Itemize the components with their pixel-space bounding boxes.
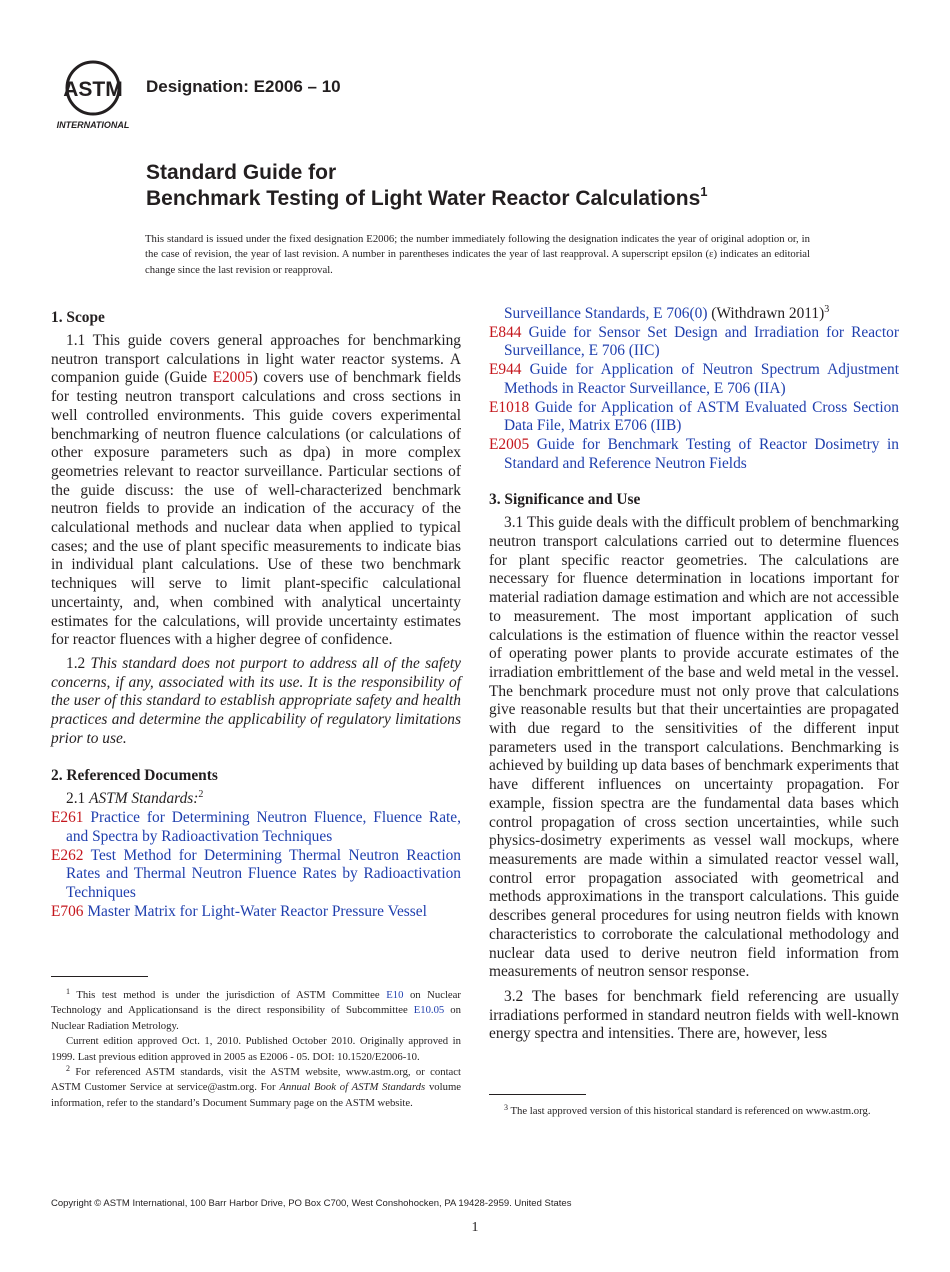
astm-logo: [50, 58, 136, 132]
ref-e706-footnote: 3: [824, 304, 830, 315]
ref-title-e706-cont[interactable]: Surveillance Standards, E 706(0): [504, 305, 708, 322]
ref-title-e262[interactable]: Test Method for Determining Thermal Neutron Reaction Rates and Thermal Neutron Fluence Rates by Radioactivation Techniques: [66, 846, 461, 901]
footnote-3: [489, 1104, 899, 1119]
ref-code-e944[interactable]: E944: [489, 361, 522, 379]
title-line-2-text: Benchmark Testing of Light Water Reactor Calculations: [146, 187, 701, 210]
ref-item-e2005: [489, 436, 899, 473]
footnote-1-mark: 1: [66, 987, 70, 996]
copyright-notice: Copyright © ASTM International, 100 Barr Harbor Drive, PO Box C700, West Conshohocken, PA 19428-2959. United States: [51, 1198, 572, 1209]
title-footnote-mark: 1: [700, 184, 708, 199]
title-line-1: Standard Guide for: [146, 161, 337, 184]
paragraph-3-2: 3.2 The bases for benchmark field referencing are usually irradiations performed in standard neutron fields with well-known energy spectra and intensities. There are, however, less: [489, 987, 899, 1043]
section-heading-scope: 1. Scope: [51, 309, 105, 326]
link-e10-05[interactable]: E10.05: [413, 1004, 445, 1017]
footnote-3-text: The last approved version of this historical standard is referenced on www.astm.org.: [508, 1105, 871, 1117]
left-column: [51, 308, 461, 921]
footnotes-right: [489, 1104, 899, 1119]
ref-title-e944[interactable]: Guide for Application of Neutron Spectrum Adjustment Methods in Reactor Surveillance, E 706 (IIA): [504, 361, 899, 397]
ref-title-e1018[interactable]: Guide for Application of ASTM Evaluated Cross Section Data File, Matrix E706 (IIB): [504, 398, 899, 435]
ref-code-e261[interactable]: E261: [51, 809, 84, 827]
ref-sub-italic: ASTM Standards:: [89, 790, 199, 808]
footnotes-left: [51, 988, 461, 1111]
p1-text-b: ) covers use of benchmark fields for testing neutron transport calculations and cross sections in well controlled environments. This guide covers experimental benchmarking of neutron fluence calculations (or calculations of other exposure parameters such as dpa) in more complex geometries relevant to reactor surveillance. Particular sections of the guide discuss: the use of well-characterized benchmark neutron fields to provide an indication of the accuracy of the calculational methods and nuclear data when applied to typical cases; and the use of plant specific measurements to indicate bias in individual plant calculations. Use of these two benchmark techniques will serve to limit plant-specific calculational uncertainty, and, when combined with analytical uncertainty estimates for the calculations, will provide uncertainty estimates for reactor fluences with a higher degree of confidence.: [51, 369, 461, 649]
ref-item-e1018: [489, 399, 899, 436]
issuance-note: This standard is issued under the fixed designation E2006; the number immediately following the designation indicates the year of original adoption or, in the case of revision, the year of last revision. A number in parentheses indicates the year of last reapproval. A superscript epsilon (ε) indicates an editorial change since the last revision or reapproval.: [145, 233, 810, 276]
right-column: [489, 305, 899, 1044]
ref-title-e706[interactable]: Master Matrix for Light-Water Reactor Pressure Vessel: [87, 902, 427, 920]
footnote-rule-right: [489, 1094, 586, 1095]
ref-sub-footnote: 2: [198, 789, 204, 801]
footnote-2-mark: 2: [66, 1064, 70, 1074]
link-e2005[interactable]: E2005: [212, 369, 253, 387]
footnote-2: [51, 1065, 461, 1111]
footnote-1: [51, 988, 461, 1034]
p1-text-a: 1.1 This guide covers general approaches for benchmarking neutron transport calculations in light water reactor systems. A companion guide (Guide: [51, 332, 461, 387]
ref-item-e706-continued: [489, 305, 899, 324]
paragraph-1-2: [51, 655, 461, 749]
ref-item-e706: [51, 903, 461, 922]
title-line-2: [146, 186, 708, 212]
ref-title-e844[interactable]: Guide for Sensor Set Design and Irradiation for Reactor Surveillance, E 706 (IIC): [504, 323, 899, 360]
footnote-3-mark: 3: [504, 1103, 508, 1112]
ref-code-e1018[interactable]: E1018: [489, 398, 530, 416]
ref-title-e261[interactable]: Practice for Determining Neutron Fluence, Fluence Rate, and Spectra by Radioactivation Techniques: [66, 809, 461, 845]
footnote-1-text-a: This test method is under the jurisdiction of ASTM Committee: [70, 989, 387, 1001]
ref-e706-withdrawn: (Withdrawn 2011): [707, 305, 825, 322]
footnote-2-text-b: volume information, refer to the standard’s Document Summary page on the ASTM website.: [51, 1081, 461, 1109]
ref-item-e261: [51, 809, 461, 846]
link-e10[interactable]: E10: [386, 989, 404, 1001]
ref-title-e2005[interactable]: Guide for Benchmark Testing of Reactor Dosimetry in Standard and Reference Neutron Fields: [504, 435, 899, 472]
document-title: [146, 160, 708, 212]
footnote-2-text-a: For referenced ASTM standards, visit the ASTM website, www.astm.org, or contact ASTM Customer Service at service@astm.org. For: [51, 1066, 461, 1094]
ref-item-e944: [489, 361, 899, 398]
paragraph-2-1: [51, 790, 461, 809]
ref-code-e2005[interactable]: E2005: [489, 435, 530, 453]
ref-code-e844[interactable]: E844: [489, 323, 522, 341]
page-number: 1: [471, 1220, 479, 1235]
footnote-1-text-c: on Nuclear Radiation Metrology.: [51, 1004, 461, 1032]
designation: Designation: E2006 – 10: [146, 77, 341, 96]
footnote-1-text-b: on Nuclear Technology and Applicationsand is the direct responsibility of Subcommittee: [51, 989, 461, 1017]
paragraph-1-1: [51, 332, 461, 650]
ref-code-e706[interactable]: E706: [51, 902, 84, 920]
p2-italic-text: This standard does not purport to address all of the safety concerns, if any, associated with its use. It is the responsibility of the user of this standard to establish appropriate safety and health practices and determine the applicability of regulatory limitations prior to use.: [51, 654, 461, 747]
ref-code-e262[interactable]: E262: [51, 846, 84, 864]
logo-letters: ASTM: [63, 78, 123, 101]
section-heading-significance: 3. Significance and Use: [489, 491, 641, 509]
section-heading-referenced: 2. Referenced Documents: [51, 767, 218, 785]
ref-item-e844: [489, 324, 899, 361]
ref-sub-number: 2.1: [66, 790, 90, 808]
p2-number: 1.2: [66, 654, 91, 672]
footnote-1-edition: Current edition approved Oct. 1, 2010. Published October 2010. Originally approved in 1999. Last previous edition approved in 2005 as E2006 - 05. DOI: 10.1520/E2006-10.: [51, 1035, 461, 1063]
footnote-rule-left: [51, 976, 148, 977]
logo-international-text: INTERNATIONAL: [56, 120, 130, 130]
ref-item-e262: [51, 847, 461, 903]
footnote-2-italic: Annual Book of ASTM Standards: [279, 1081, 426, 1094]
paragraph-3-1: 3.1 This guide deals with the difficult problem of benchmarking neutron transport calculations carried out to determine fluences for plant specific reactor geometries. The calculations are necessary for fluence determination in locations important for material radiation damage estimation and which are not accessible to measurement. The most important application of such calculations is the estimation of fluence within the reactor vessel of operating power plants to provide accurate estimates of the irradiation embrittlement of the base and weld metal in the vessel. The benchmark procedure must not only prove that calculations give reasonable results but that their uncertainties are propagated with due regard to the sensitivities of the different input parameters used in the transport calculations. Benchmarking is achieved by building up data bases of benchmark experiments that have different influences on uncertainty propagation. For example, fission spectra are the fundamental data bases which control propagation of cross section uncertainties, while such physics-dosimetry experiments as vessel wall mockups, where measurements are made within a simulated reactor vessel wall, control error propagation associated with geometrical and methods approximations in the transport calculations. This guide describes general procedures for using neutron fields with known characteristics to corroborate the calculational methodology and nuclear data used to derive neutron field information from measurements of neutron sensor response.: [489, 514, 899, 981]
